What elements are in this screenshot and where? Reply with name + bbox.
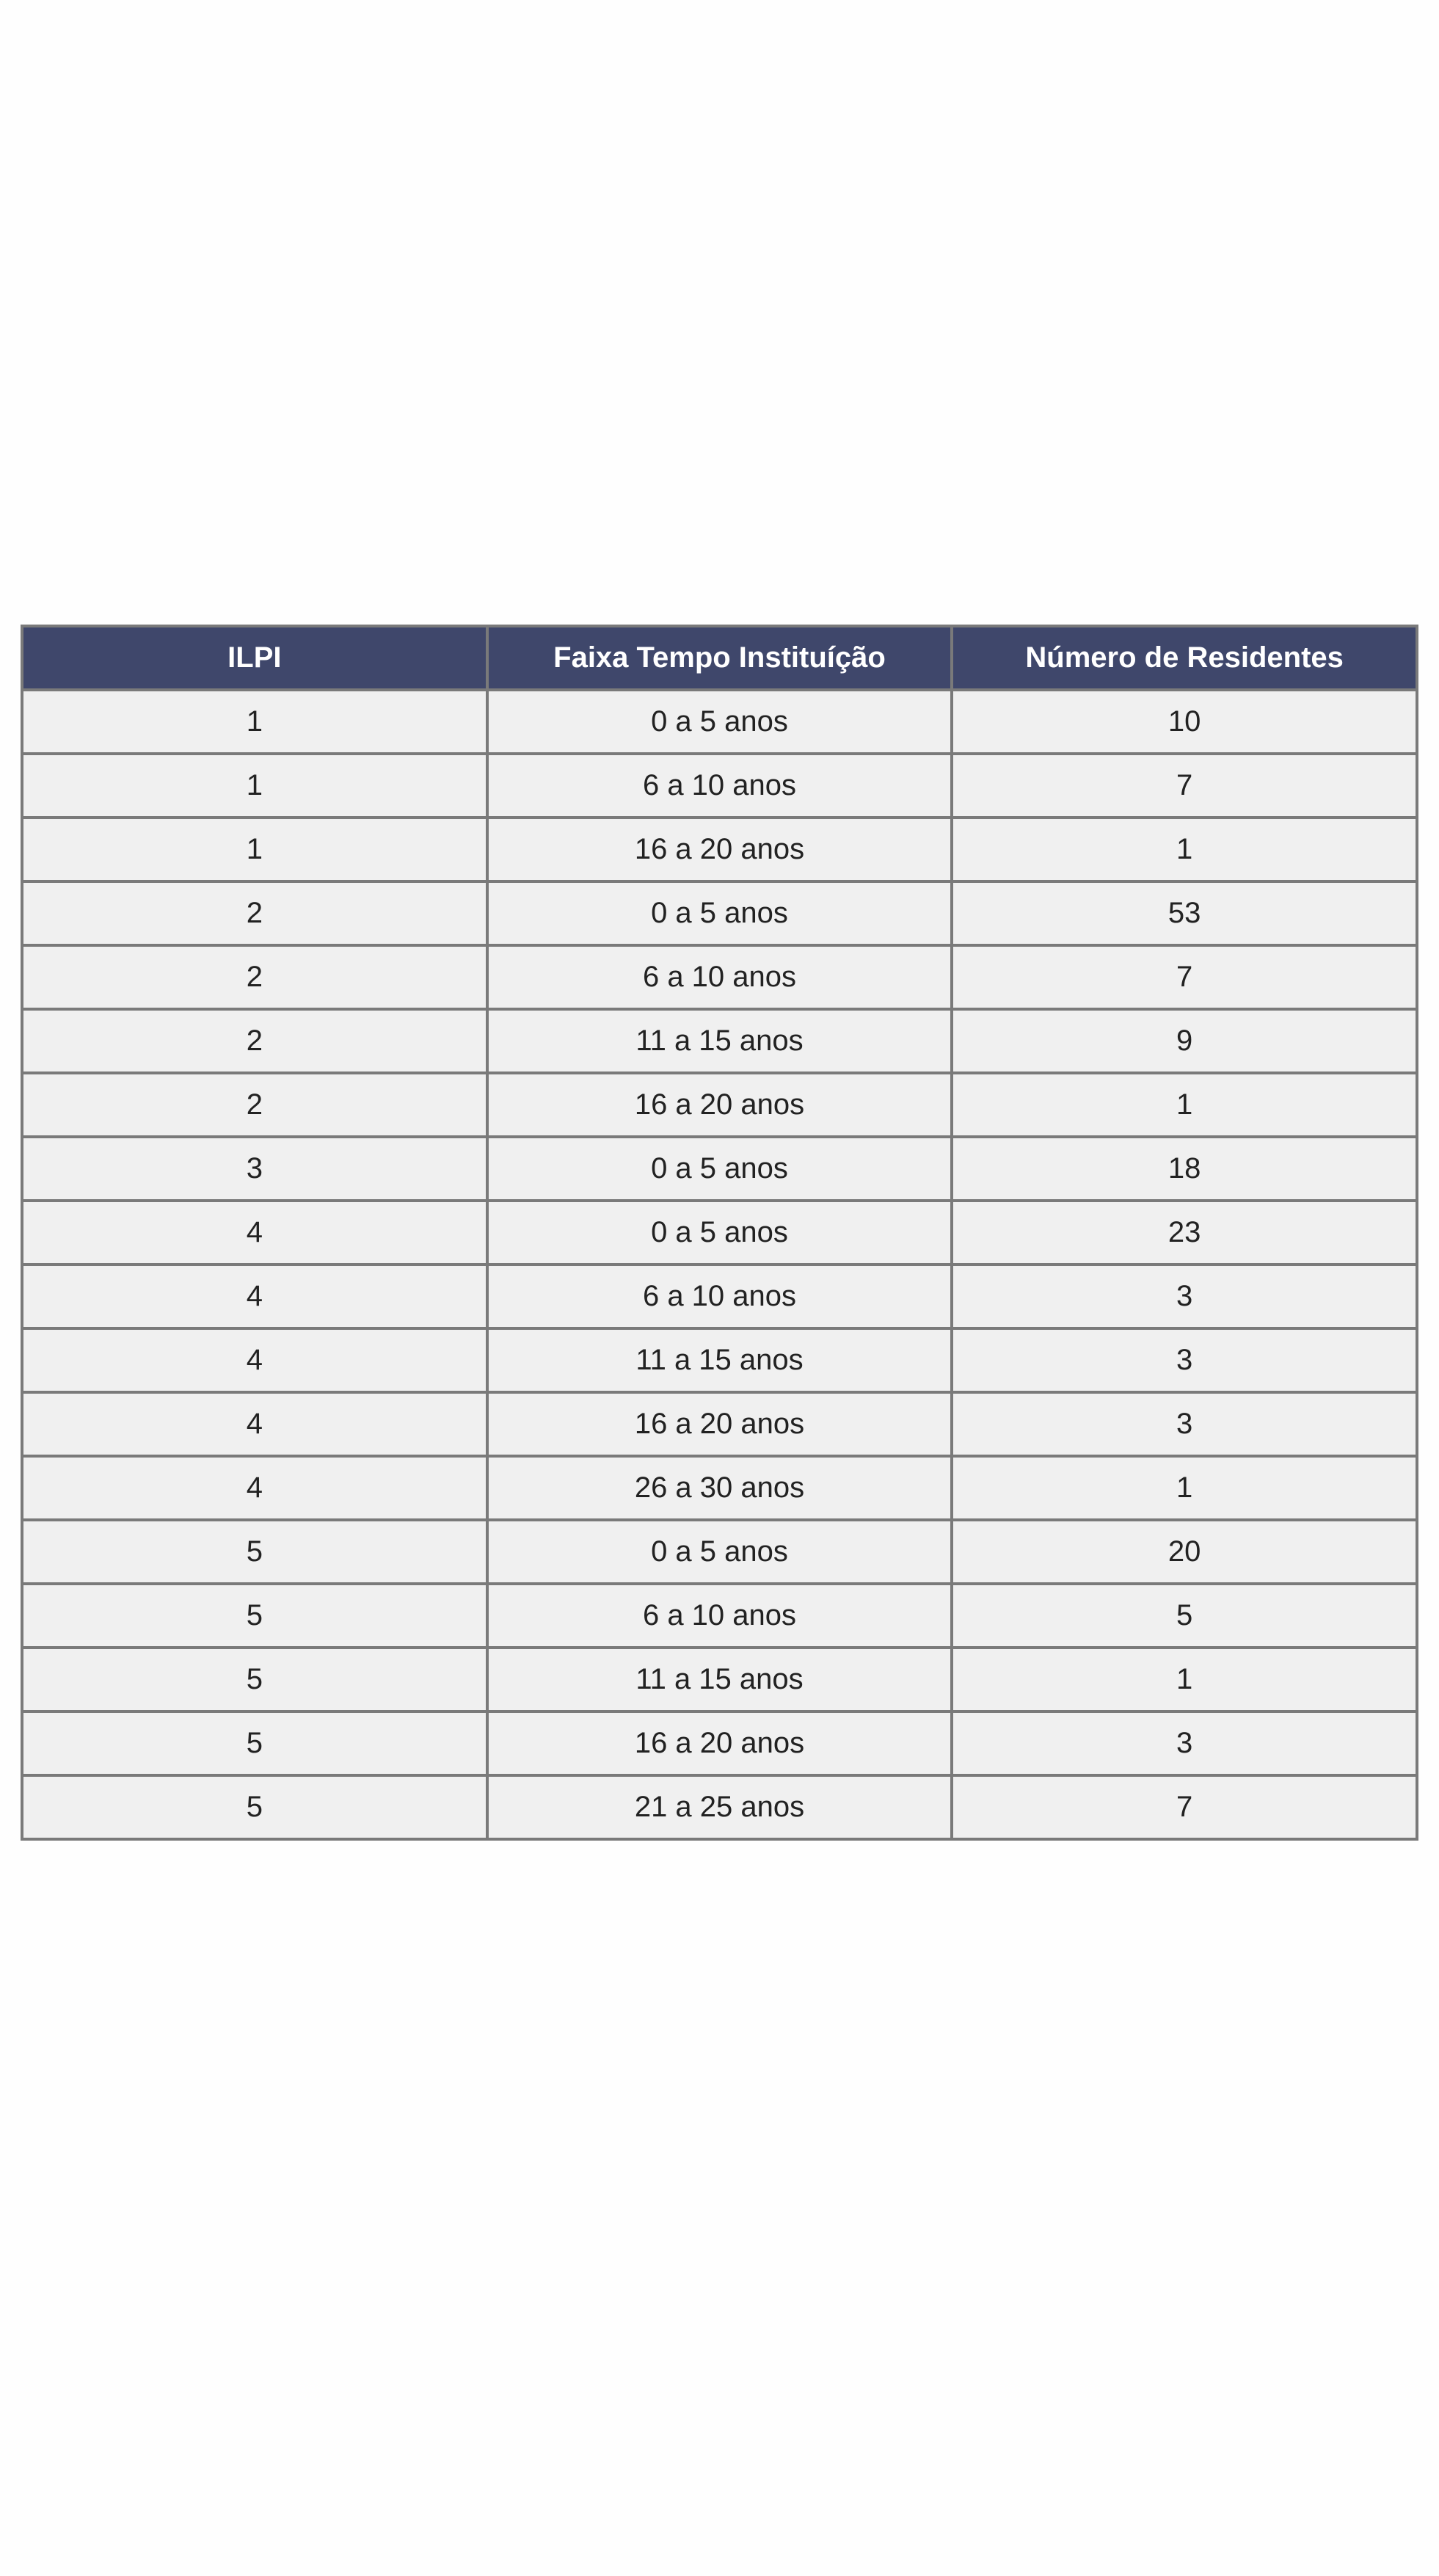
cell-ilpi: 1 [22, 690, 487, 754]
cell-ilpi: 2 [22, 881, 487, 945]
cell-ilpi: 1 [22, 754, 487, 818]
cell-ilpi: 2 [22, 1073, 487, 1137]
table-row [22, 1648, 1417, 1711]
cell-ilpi: 1 [22, 818, 487, 881]
cell-numero-residentes: 7 [952, 754, 1417, 818]
cell-ilpi: 5 [22, 1648, 487, 1711]
cell-faixa-tempo: 11 a 15 anos [487, 1328, 952, 1392]
table-row [22, 1392, 1417, 1456]
cell-numero-residentes: 3 [952, 1392, 1417, 1456]
cell-faixa-tempo: 16 a 20 anos [487, 1392, 952, 1456]
cell-faixa-tempo: 16 a 20 anos [487, 1073, 952, 1137]
table-body [22, 690, 1417, 1839]
table-row [22, 1073, 1417, 1137]
table-row [22, 1009, 1417, 1073]
table-row [22, 945, 1417, 1009]
table-row [22, 1137, 1417, 1201]
data-table [21, 625, 1418, 1841]
cell-faixa-tempo: 0 a 5 anos [487, 881, 952, 945]
table-row [22, 1328, 1417, 1392]
cell-numero-residentes: 1 [952, 818, 1417, 881]
table-row [22, 1265, 1417, 1328]
data-table-container [21, 625, 1418, 1841]
cell-numero-residentes: 1 [952, 1073, 1417, 1137]
cell-numero-residentes: 5 [952, 1584, 1417, 1648]
cell-faixa-tempo: 6 a 10 anos [487, 1265, 952, 1328]
table-row [22, 1456, 1417, 1520]
cell-numero-residentes: 9 [952, 1009, 1417, 1073]
cell-ilpi: 2 [22, 945, 487, 1009]
cell-numero-residentes: 20 [952, 1520, 1417, 1584]
cell-numero-residentes: 1 [952, 1456, 1417, 1520]
cell-ilpi: 4 [22, 1201, 487, 1265]
table-row [22, 1520, 1417, 1584]
column-header-numero-residentes: Número de Residentes [952, 626, 1417, 690]
cell-faixa-tempo: 16 a 20 anos [487, 1711, 952, 1775]
table-row [22, 1711, 1417, 1775]
cell-faixa-tempo: 0 a 5 anos [487, 1201, 952, 1265]
cell-numero-residentes: 3 [952, 1328, 1417, 1392]
cell-ilpi: 5 [22, 1711, 487, 1775]
table-row [22, 1201, 1417, 1265]
cell-numero-residentes: 23 [952, 1201, 1417, 1265]
table-row [22, 1775, 1417, 1839]
table-row [22, 690, 1417, 754]
column-header-ilpi: ILPI [22, 626, 487, 690]
cell-ilpi: 5 [22, 1584, 487, 1648]
cell-numero-residentes: 7 [952, 1775, 1417, 1839]
table-row [22, 754, 1417, 818]
table-row [22, 1584, 1417, 1648]
cell-faixa-tempo: 0 a 5 anos [487, 1137, 952, 1201]
cell-numero-residentes: 18 [952, 1137, 1417, 1201]
cell-numero-residentes: 7 [952, 945, 1417, 1009]
cell-ilpi: 5 [22, 1775, 487, 1839]
table-header-row [22, 626, 1417, 690]
cell-faixa-tempo: 6 a 10 anos [487, 1584, 952, 1648]
table-row [22, 818, 1417, 881]
cell-ilpi: 4 [22, 1328, 487, 1392]
cell-faixa-tempo: 26 a 30 anos [487, 1456, 952, 1520]
cell-ilpi: 3 [22, 1137, 487, 1201]
cell-faixa-tempo: 0 a 5 anos [487, 690, 952, 754]
table-row [22, 881, 1417, 945]
column-header-faixa-tempo: Faixa Tempo Instituíção [487, 626, 952, 690]
cell-numero-residentes: 3 [952, 1265, 1417, 1328]
cell-ilpi: 4 [22, 1456, 487, 1520]
cell-faixa-tempo: 0 a 5 anos [487, 1520, 952, 1584]
cell-faixa-tempo: 11 a 15 anos [487, 1648, 952, 1711]
cell-numero-residentes: 10 [952, 690, 1417, 754]
cell-ilpi: 5 [22, 1520, 487, 1584]
cell-faixa-tempo: 6 a 10 anos [487, 754, 952, 818]
cell-numero-residentes: 53 [952, 881, 1417, 945]
cell-faixa-tempo: 21 a 25 anos [487, 1775, 952, 1839]
cell-faixa-tempo: 11 a 15 anos [487, 1009, 952, 1073]
cell-numero-residentes: 3 [952, 1711, 1417, 1775]
cell-ilpi: 4 [22, 1265, 487, 1328]
cell-faixa-tempo: 16 a 20 anos [487, 818, 952, 881]
cell-faixa-tempo: 6 a 10 anos [487, 945, 952, 1009]
cell-numero-residentes: 1 [952, 1648, 1417, 1711]
cell-ilpi: 4 [22, 1392, 487, 1456]
cell-ilpi: 2 [22, 1009, 487, 1073]
